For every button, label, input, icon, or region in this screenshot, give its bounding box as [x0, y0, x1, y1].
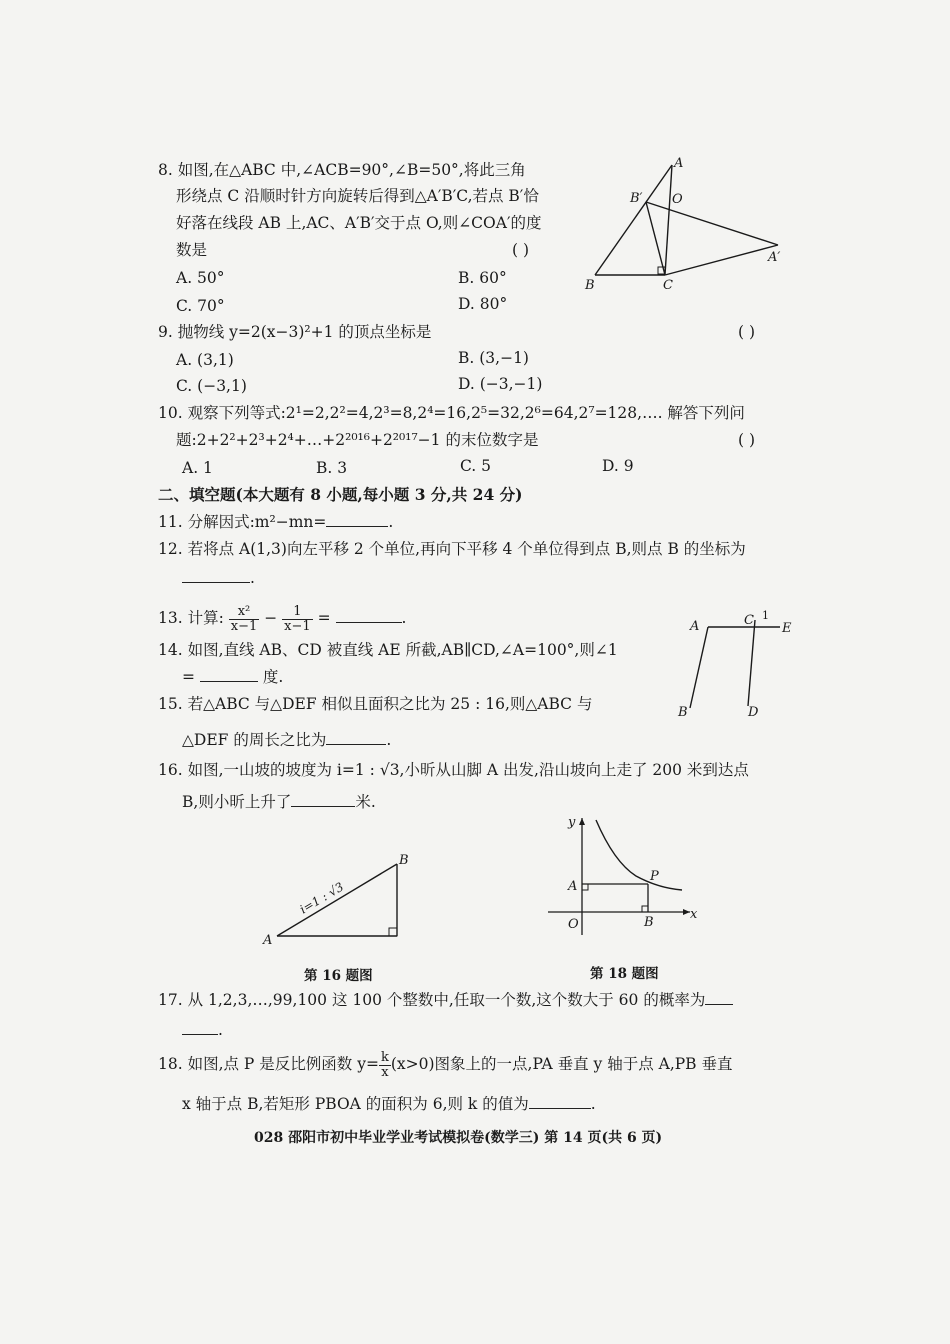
q14-line2 — [182, 667, 283, 687]
q9-option-c: C. (−3,1) — [176, 377, 247, 395]
q18-answer-blank[interactable] — [529, 1094, 591, 1109]
q18-fig-label-y: y — [568, 815, 576, 830]
q18-figure — [540, 810, 710, 940]
q14-fig-label-d: D — [748, 705, 759, 720]
q8-fig-label-b: B — [585, 278, 595, 293]
q15-answer-blank[interactable] — [326, 730, 386, 745]
q12-answer-blank[interactable] — [182, 568, 250, 583]
q8-line2: 形绕点 C 沿顺时针方向旋转后得到△A′B′C,若点 B′恰 — [176, 187, 539, 205]
q18-fig-label-x: x — [690, 907, 698, 922]
q16-line2-text: B,则小昕上升了 — [182, 793, 292, 811]
q13-fraction-1 — [229, 605, 260, 634]
q10-option-c: C. 5 — [460, 457, 492, 475]
q9-option-d: D. (−3,−1) — [458, 375, 543, 393]
q14-answer-blank[interactable] — [200, 667, 258, 682]
q16-fig-label-a: A — [263, 933, 273, 948]
q14-fig-label-a: A — [690, 619, 700, 634]
section-heading: 二、填空题(本大题有 8 小题,每小题 3 分,共 24 分) — [158, 485, 523, 504]
q14-fig-label-angle1: 1 — [762, 609, 769, 622]
q8-fig-label-b-prime: B′ — [630, 191, 643, 206]
q8-option-d: D. 80° — [458, 295, 508, 313]
q13-answer-blank[interactable] — [336, 608, 402, 623]
q8-fig-label-a-prime: A′ — [768, 250, 781, 265]
q13-equals: = — [317, 609, 331, 627]
q13-prefix: 13. 计算: — [158, 609, 224, 627]
q9-stem: 9. 抛物线 y=2(x−3)²+1 的顶点坐标是 — [158, 323, 432, 341]
q10-option-a: A. 1 — [182, 459, 213, 477]
q17-line2: . — [182, 1020, 223, 1040]
q14-equals: = — [182, 668, 195, 686]
q10-line2: 题:2+2²+2³+2⁴+…+2²⁰¹⁶+2²⁰¹⁷−1 的末位数字是 — [176, 431, 539, 449]
q10-answer-paren: ( ) — [738, 431, 756, 449]
q17-line1 — [158, 990, 733, 1010]
q13-fraction-2 — [282, 605, 313, 634]
q13-f1-denominator: x−1 — [230, 618, 258, 634]
q18-fig-label-o: O — [568, 917, 579, 932]
q18-prefix: 18. 如图,点 P 是反比例函数 y= — [158, 1055, 379, 1073]
q16-figure — [255, 846, 425, 951]
q17-text: 17. 从 1,2,3,…,99,100 这 100 个整数中,任取一个数,这个数大于 60 的概率为 — [158, 991, 706, 1009]
q11-text: 11. 分解因式:m²−mn= — [158, 513, 327, 531]
q18-line1 — [158, 1046, 733, 1082]
q16-unit: 米. — [355, 793, 376, 811]
q11-answer-blank[interactable] — [326, 512, 388, 527]
q12-answer-row: . — [182, 568, 255, 588]
q8-line1: 8. 如图,在△ABC 中,∠ACB=90°,∠B=50°,将此三角 — [158, 161, 526, 179]
q17-answer-blank-start[interactable] — [705, 990, 733, 1005]
q16-fig-slope-label: i=1 : √3 — [297, 879, 347, 917]
q10-option-d: D. 9 — [602, 457, 634, 475]
q8-fig-label-a: A — [674, 156, 684, 171]
q8-fig-label-c: C — [663, 278, 673, 293]
q11-stem: 11. 分解因式:m²−mn= . — [158, 513, 394, 531]
q10-option-b: B. 3 — [316, 459, 348, 477]
q17-answer-blank-end[interactable] — [182, 1020, 218, 1035]
q9-option-b: B. (3,−1) — [458, 349, 529, 367]
q9-option-a: A. (3,1) — [176, 351, 234, 369]
q8-line4: 数是 — [176, 241, 208, 259]
q18-fraction — [379, 1051, 391, 1080]
q16-line2 — [182, 792, 376, 812]
q18-line2: x 轴于点 B,若矩形 PBOA 的面积为 6,则 k 的值为 . — [182, 1095, 596, 1113]
q18-f-denominator: x — [381, 1064, 389, 1080]
q18-line2-text: x 轴于点 B,若矩形 PBOA 的面积为 6,则 k 的值为 — [182, 1095, 529, 1113]
q13-stem: 13. 计算: $\frac{\text{x²}}{x-1}$ − $\frac{1}{x-1}$ = . — [158, 603, 407, 634]
q14-figure — [670, 609, 800, 728]
q16-line1: 16. 如图,一山坡的坡度为 i=1 : √3,小昕从山脚 A 出发,沿山坡向上走了 200 米到达点 — [158, 761, 749, 779]
q8-answer-paren: ( ) — [512, 241, 530, 259]
q14-fig-label-b: B — [678, 705, 688, 720]
q14-fig-label-e: E — [782, 621, 792, 636]
q16-figure-caption: 第 16 题图 — [304, 968, 373, 984]
q13-f2-denominator: x−1 — [284, 618, 311, 634]
q14-line1: 14. 如图,直线 AB、CD 被直线 AE 所截,AB∥CD,∠A=100°,则∠1 — [158, 641, 618, 659]
q8-option-b: B. 60° — [458, 269, 507, 287]
q18-fig-label-a: A — [568, 879, 578, 894]
q15-line2-text: △DEF 的周长之比为 — [182, 731, 327, 749]
q14-unit: 度. — [262, 668, 284, 686]
q18-f-numerator: k — [380, 1049, 389, 1065]
q8-fig-label-o: O — [672, 192, 683, 207]
q16-answer-blank[interactable] — [291, 792, 355, 807]
q8-option-c: C. 70° — [176, 297, 225, 315]
q18-fig-label-p: P — [650, 869, 659, 884]
q9-answer-paren: ( ) — [738, 323, 756, 341]
q12-line1: 12. 若将点 A(1,3)向左平移 2 个单位,再向下平移 4 个单位得到点 B,则点 B 的坐标为 — [158, 540, 746, 558]
q8-option-a: A. 50° — [176, 269, 225, 287]
q16-fig-label-b: B — [399, 853, 409, 868]
q18-figure-caption: 第 18 题图 — [590, 966, 659, 982]
q13-f2-numerator: 1 — [282, 605, 313, 620]
q18-suffix: (x>0)图象上的一点,PA 垂直 y 轴于点 A,PB 垂直 — [390, 1055, 733, 1073]
q18-fig-label-b: B — [644, 915, 654, 930]
q15-line2: △DEF 的周长之比为 . — [182, 731, 392, 749]
q10-line1: 10. 观察下列等式:2¹=2,2²=4,2³=8,2⁴=16,2⁵=32,2⁶=64,2⁷=128,…. 解答下列问 — [158, 404, 745, 422]
q13-f1-numerator: x² — [229, 605, 260, 620]
q14-fig-label-c: C — [744, 613, 754, 628]
q8-figure — [580, 155, 800, 295]
q8-line3: 好落在线段 AB 上,AC、A′B′交于点 O,则∠COA′的度 — [176, 214, 542, 232]
q13-minus: − — [264, 609, 278, 627]
q15-line1: 15. 若△ABC 与△DEF 相似且面积之比为 25 : 16,则△ABC 与 — [158, 695, 593, 713]
page-footer: 028 邵阳市初中毕业学业考试模拟卷(数学三) 第 14 页(共 6 页) — [254, 1130, 663, 1146]
